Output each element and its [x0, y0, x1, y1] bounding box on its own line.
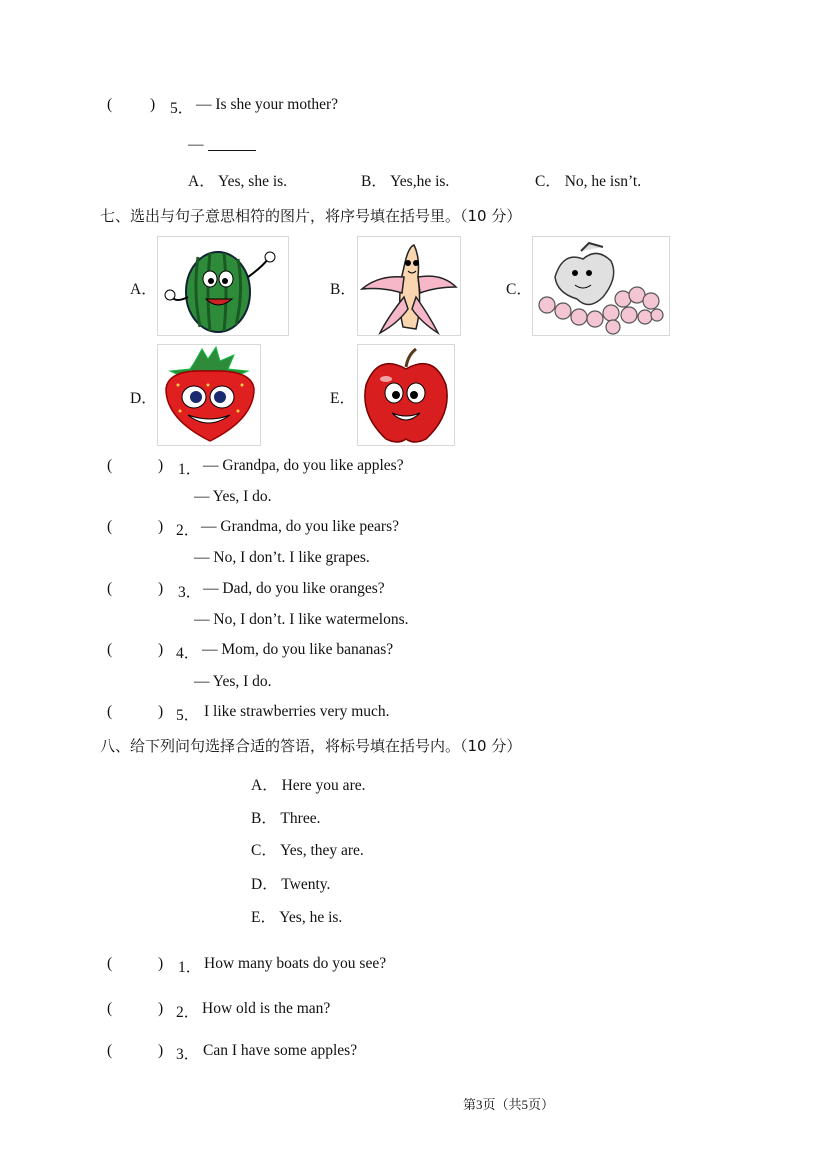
question-number: 3． [178, 584, 202, 601]
apple-picture [357, 344, 455, 446]
question-text: — Grandma, do you like pears? [201, 518, 399, 535]
question-text: How many boats do you see? [204, 955, 387, 972]
question-number: 2． [176, 522, 200, 539]
section-8-title: 八、给下列问句选择合适的答语，将标号填在括号内。（10 分） [100, 737, 522, 755]
question-text: Can I have some apples? [203, 1042, 358, 1059]
question-number: 1． [178, 461, 202, 478]
answer-paren-open: ( [107, 457, 113, 474]
picture-label-b: B． [330, 281, 356, 298]
question-number: 5． [176, 707, 200, 724]
answer-paren-open: ( [107, 641, 113, 658]
answer-text: — No, I don’t. I like watermelons. [194, 611, 409, 628]
answer-paren-close: ) [158, 580, 164, 597]
picture-label-a: A． [130, 281, 157, 298]
answer-paren-close: ) [158, 1000, 164, 1017]
answer-paren-open: ( [107, 1000, 113, 1017]
answer-line [188, 136, 256, 154]
picture-label-e: E． [330, 390, 355, 407]
picture-label-c: C． [506, 281, 532, 298]
option-a: A． Yes, she is. [188, 173, 288, 190]
page-footer: 第3页（共5页） [463, 1097, 555, 1112]
answer-paren-close: ) [158, 457, 164, 474]
apple-icon [358, 345, 454, 445]
answer-text: — No, I don’t. I like grapes. [194, 549, 370, 566]
question-number: 2． [176, 1004, 200, 1021]
answer-paren-open: ( [107, 580, 113, 597]
answer-option-c: C． Yes, they are. [251, 842, 364, 859]
section-7-title: 七、选出与句子意思相符的图片，将序号填在括号里。（10 分） [100, 207, 522, 225]
answer-paren-close: ) [150, 96, 156, 113]
answer-paren-close: ) [158, 703, 164, 720]
question-number: 5． [170, 100, 194, 117]
banana-picture [357, 236, 461, 336]
answer-paren-close: ) [158, 641, 164, 658]
answer-text: — Yes, I do. [194, 488, 272, 505]
answer-option-a: A． Here you are. [251, 777, 366, 794]
grapes-picture [532, 236, 670, 336]
picture-label-d: D． [130, 390, 157, 407]
question-number: 4． [176, 645, 200, 662]
answer-paren-open: ( [107, 955, 113, 972]
question-text: — Dad, do you like oranges? [203, 580, 385, 597]
strawberry-icon [158, 345, 260, 445]
question-text: How old is the man? [202, 1000, 331, 1017]
strawberry-picture [157, 344, 261, 446]
answer-text: — Yes, I do. [194, 673, 272, 690]
question-text: — Mom, do you like bananas? [202, 641, 394, 658]
option-b: B． Yes,he is. [361, 173, 450, 190]
answer-paren-close: ) [158, 518, 164, 535]
answer-option-d: D． Twenty. [251, 876, 331, 893]
answer-paren-open: ( [107, 96, 113, 113]
answer-paren-open: ( [107, 518, 113, 535]
watermelon-picture [157, 236, 289, 336]
question-number: 3． [176, 1046, 200, 1063]
question-text: — Grandpa, do you like apples? [203, 457, 404, 474]
answer-paren-open: ( [107, 1042, 113, 1059]
question-number: 1． [178, 959, 202, 976]
answer-option-b: B． Three. [251, 810, 321, 827]
grapes-icon [533, 237, 669, 335]
banana-icon [358, 237, 460, 335]
answer-paren-open: ( [107, 703, 113, 720]
question-text: I like strawberries very much. [204, 703, 390, 720]
watermelon-icon [158, 237, 288, 335]
option-c: C． No, he isn’t. [535, 173, 642, 190]
answer-option-e: E． Yes, he is. [251, 909, 343, 926]
question-text: — Is she your mother? [196, 96, 339, 113]
answer-paren-close: ) [158, 1042, 164, 1059]
answer-dash: — [188, 136, 204, 153]
answer-paren-close: ) [158, 955, 164, 972]
